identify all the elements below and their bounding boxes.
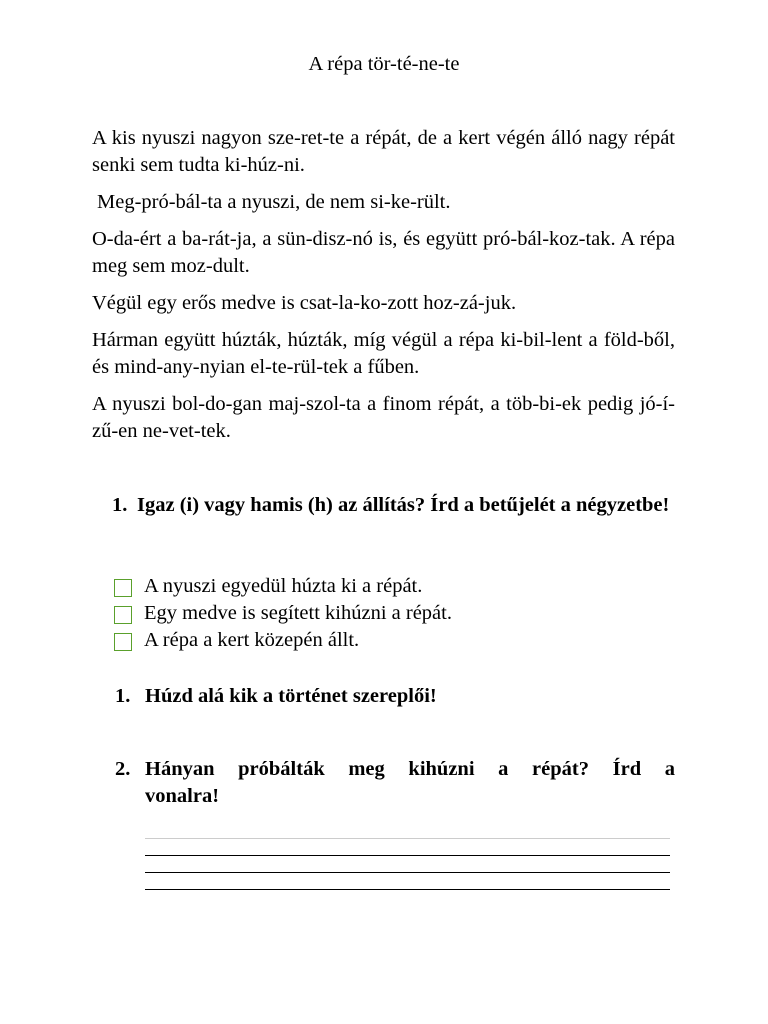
- question-text-line: Hányan próbálták meg kihúzni a répát? Írd a: [145, 758, 675, 780]
- question-text-line: vonalra!: [145, 785, 220, 807]
- answer-checkbox[interactable]: [114, 633, 132, 651]
- answer-line[interactable]: [145, 889, 670, 890]
- statement-row: [114, 573, 674, 600]
- answer-checkbox[interactable]: [114, 606, 132, 624]
- question-text: Húzd alá kik a történet szereplői!: [145, 685, 437, 707]
- answer-line[interactable]: [145, 838, 670, 839]
- answer-checkbox[interactable]: [114, 579, 132, 597]
- statement-row: [114, 600, 674, 627]
- question-true-false: [112, 492, 675, 519]
- statement-list: [114, 573, 674, 654]
- statement-text: A répa a kert közepén állt.: [144, 629, 360, 651]
- question-text: Igaz (i) vagy hamis (h) az állítás? Írd a betűjelét a négyzetbe!: [137, 494, 670, 516]
- story-paragraph: A kis nyuszi nagyon sze-ret-te a répát, de a kert végén álló nagy répát senki sem tudta ki-húz-ni.: [92, 127, 675, 176]
- story-paragraph: Meg-pró-bál-ta a nyuszi, de nem si-ke-rült.: [97, 191, 451, 213]
- story-paragraph: A nyuszi bol-do-gan maj-szol-ta a finom répát, a töb-bi-ek pedig jó-í-zű-en ne-vet-tek.: [92, 393, 675, 442]
- statement-text: Egy medve is segített kihúzni a répát.: [144, 602, 452, 624]
- answer-line[interactable]: [145, 855, 670, 856]
- story-paragraph: Végül egy erős medve is csat-la-ko-zott hoz-zá-juk.: [92, 292, 517, 314]
- statement-row: [114, 627, 674, 654]
- statement-text: A nyuszi egyedül húzta ki a répát.: [144, 575, 423, 597]
- worksheet-title: A répa tör-té-ne-te: [308, 53, 460, 75]
- question-how-many: [115, 756, 675, 810]
- answer-line[interactable]: [145, 872, 670, 873]
- story-paragraph: Hárman együtt húzták, húzták, míg végül a répa ki-bil-lent a föld-ből, és mind-any-nyian el-te-rül-tek a fűben.: [92, 329, 675, 378]
- question-text: [145, 756, 675, 810]
- question-number: 1.: [115, 685, 131, 707]
- question-number: 2.: [115, 758, 131, 780]
- answer-lines[interactable]: [145, 838, 670, 906]
- story-paragraph: O-da-ért a ba-rát-ja, a sün-disz-nó is, és együtt pró-bál-koz-tak. A répa meg sem moz-dult.: [92, 228, 675, 277]
- question-number: 1.: [112, 494, 128, 516]
- question-underline: [115, 683, 675, 710]
- story-text: [92, 125, 675, 455]
